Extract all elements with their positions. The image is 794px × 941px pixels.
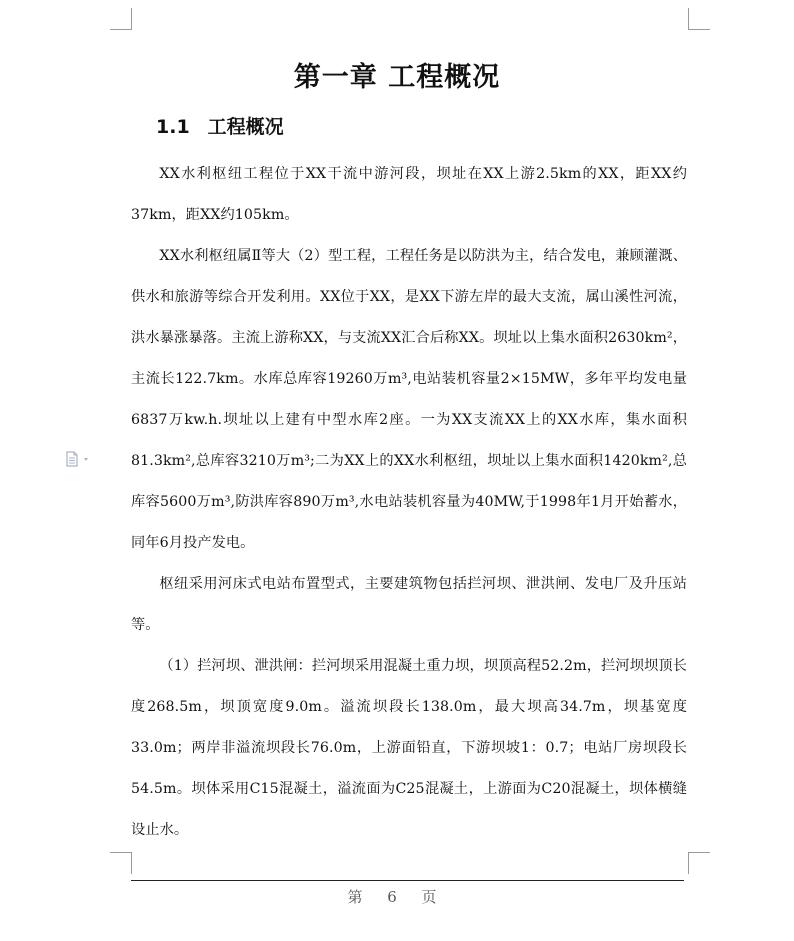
- section-heading: [156, 112, 284, 139]
- section-number: 1.1: [156, 116, 190, 138]
- page-corner-mark-top-right: [688, 8, 710, 30]
- body-text: [131, 154, 687, 851]
- page-corner-mark-bottom-left: [110, 852, 132, 874]
- document-icon[interactable]: [64, 450, 92, 468]
- chapter-title: 第一章 工程概况: [293, 62, 501, 93]
- page-corner-mark-bottom-right: [688, 852, 710, 874]
- section-title: 工程概况: [207, 116, 284, 138]
- page-number: 第 6 页: [347, 888, 447, 906]
- paragraph: XX水利枢纽属Ⅱ等大（2）型工程，工程任务是以防洪为主，结合发电，兼顾灌溉、供水和旅游等综合开发利用。XX位于XX，是XX下游左岸的最大支流，属山溪性河流，洪水暴涨暴落。主流上游称XX，与支流XX汇合后称XX。坝址以上集水面积2630km²，主流长122.7km。水库总库容19260万m³,电站装机容量2×15MW，多年平均发电量6837万kw.h.坝址以上建有中型水库2座。一为XX支流XX上的XX水库，集水面积81.3km²,总库容3210万m³;二为XX上的XX水利枢纽，坝址以上集水面积1420km²,总库容5600万m³,防洪库容890万m³,水电站装机容量为40MW,于1998年1月开始蓄水，同年6月投产发电。: [131, 248, 687, 551]
- footer-divider: [131, 880, 684, 881]
- paragraph: （1）拦河坝、泄洪闸：拦河坝采用混凝土重力坝，坝顶高程52.2m，拦河坝坝顶长度268.5m，坝顶宽度9.0m。溢流坝段长138.0m，最大坝高34.7m，坝基宽度33.0m；两岸非溢流坝段长76.0m，上游面铅直，下游坝坡1：0.7；电站厂房坝段长54.5m。坝体采用C15混凝土，溢流面为C25混凝土，上游面为C20混凝土，坝体横缝设止水。: [131, 658, 687, 838]
- paragraph: XX水利枢纽工程位于XX干流中游河段，坝址在XX上游2.5km的XX，距XX约37km，距XX约105km。: [131, 166, 687, 223]
- page-corner-mark-top-left: [110, 8, 132, 30]
- paragraph: 枢纽采用河床式电站布置型式，主要建筑物包括拦河坝、泄洪闸、发电厂及升压站等。: [131, 576, 687, 633]
